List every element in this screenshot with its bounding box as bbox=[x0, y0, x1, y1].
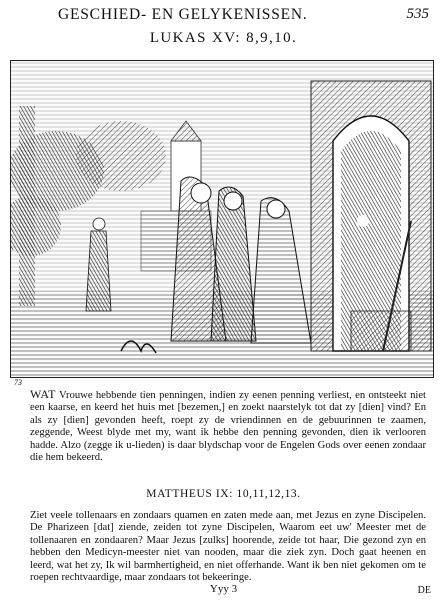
catchword: DE bbox=[417, 585, 431, 596]
candle-light bbox=[357, 215, 369, 227]
lead-word: WAT bbox=[30, 387, 56, 401]
house-doorway bbox=[311, 81, 431, 351]
engraving-drawing bbox=[11, 61, 433, 377]
signature-mark: Yyy 3 bbox=[209, 583, 238, 595]
chapter-reference: LUKAS XV: 8,9,10. bbox=[149, 30, 298, 46]
matthew-reference: MATTHEUS IX: 10,11,12,13. bbox=[146, 488, 301, 500]
engraving-illustration bbox=[10, 60, 434, 378]
page-header bbox=[0, 4, 447, 26]
running-title: GESCHIED- EN GELYKENISSEN. bbox=[58, 6, 308, 23]
plate-number: 73 bbox=[14, 378, 22, 387]
matthew-passage: Ziet veele tollenaars en zondaars quamen en zaten mede aan, met Jezus en zyne Discipelen. De Pharizeen [dat] ziende, zeiden tot zyne Discipelen, Waarom eet uw' Meester met de tollenaaren en zondaaren? Maar Jezus [zulks] hoorende, zeide tot haar, Die gezond zyn en hebben den Medicyn-meester niet van nooden, maar die ziek zyn. Doch gaat heenen en leerd, wat het zy, Ik wil barmhertigheid, en niet offerhande. Want ik ben niet gekomen om te roepen rechtvaardige, maar zondaars tot bekeeringe. bbox=[30, 510, 426, 584]
page-number: 535 bbox=[406, 6, 429, 22]
luke-passage bbox=[30, 388, 426, 464]
luke-passage-text: Vrouwe hebbende tien penningen, indien zy eenen penning verliest, en ontsteekt niet een kaarse, en keerd het huis met [bezemen,] en zoekt naarstelyk tot dat zy [dien] vind? En als zy [dien] gevonden heeft, roept zy de vriendinnen en de gebuurinnen te zaamen, zeggende, Weest blyde met my, want ik hebbe den penning gevonden, dien ik verlooren hadde. Alzo (zegge ik u-lieden) is daar blydschap voor de Engelen Gods over eenen zondaar die hem bekeerd. bbox=[30, 390, 426, 464]
